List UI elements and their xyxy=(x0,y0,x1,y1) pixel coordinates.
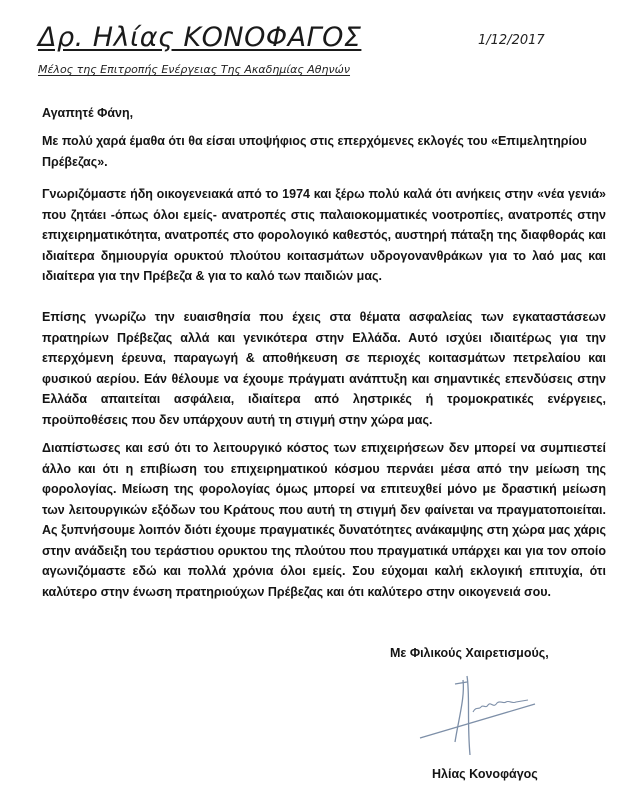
signature-icon xyxy=(415,672,565,757)
closing: Με Φιλικούς Χαιρετισμούς, xyxy=(390,646,549,660)
signer-name: Ηλίας Κονοφάγος xyxy=(432,767,538,781)
greeting: Αγαπητέ Φάνη, xyxy=(42,106,134,120)
paragraph: Επίσης γνωρίζω την ευαισθησία που έχεις στα θέματα ασφαλείας των εγκαταστάσεων πρατηρίων Πρέβεζας αλλά και γενικότερα στην Ελλάδα. Αυτό ισχύει ιδιαιτέρως για την επερχόμενη έρευνα, παραγωγή & αποθήκευση σε περιοχές κοιτασμάτων πετρελαίου και φυσικού αερίου. Εάν θέλουμε να έχουμε πράγματι ανάπτυξη και σημαντικές επενδύσεις στην Ελλάδα απαιτείται ασφάλεια, ιδιαίτερα από ληστρικές ή τρομοκρατικές ενέργειες, προϋποθέσεις που δεν υπάρχουν αυτή τη στιγμή στην χώρα μας. xyxy=(42,310,606,427)
letter-date: 1/12/2017 xyxy=(478,33,545,48)
letterhead-subtitle: Μέλος της Επιτροπής Ενέργειας Της Ακαδημίας Αθηνών xyxy=(38,63,351,76)
paragraph: Διαπίστωσες και εσύ ότι το λειτουργικό κόστος των επιχειρήσεων δεν μπορεί να συμπιεστεί άλλο και ότι η επιβίωση του επιχειρηματικού κόσμου περνάει μέσα από την μείωση της φορολογίας. Μείωση της φορολογίας όμως μπορεί να επιτευχθεί μόνο με δραστική μείωση των λειτουργικών εξόδων του Κράτους που αυτή τη στιγμή δεν φαίνεται να πραγματοποιείται. Ας ξυπνήσουμε λοιπόν διότι έχουμε πραγματικές δυνατότητες ανάκαμψης στη χώρα μας χάρις στην ανάδειξη του τεράστιου ορυκτου της πλούτου που πραγματικά υπάρχει και για τον οποίο αγωνιζόμαστε εδώ και πολλά χρόνια όλοι εμείς. Σου εύχομαι καλή εκλογική επιτυχία, ότι καλύτερο στην ένωση πρατηριούχων Πρέβεζας και ότι καλύτερο στην οικογενειά σου. xyxy=(42,441,606,599)
intro-paragraph: Με πολύ χαρά έμαθα ότι θα είσαι υποψήφιος στις επερχόμενες εκλογές του «Επιμελητηρίου Πρέβεζας». xyxy=(42,134,587,169)
letterhead-name: Δρ. Ηλίας ΚΟΝΟΦΑΓΟΣ xyxy=(38,22,362,53)
paragraph: Γνωριζόμαστε ήδη οικογενειακά από το 1974 και ξέρω πολύ καλά ότι ανήκεις στην «νέα γενιά» που ζητάει -όπως όλοι εμείς- ανατροπές στις παλαιοκομματικές νοοτροπίες, ανατροπές στην επιχειρηματικότητα, ανατροπές στο φορολογικό καθεστός, αυστηρή πάταξη της διαφθοράς και ιδιαίτερα δημιουργία ορυκτού πλούτου κοιτασμάτων υδρογονανθράκων για το λαό μας και ιδιαίτερα για την Πρέβεζα & για το καλό των παιδιών μας. xyxy=(42,187,606,283)
